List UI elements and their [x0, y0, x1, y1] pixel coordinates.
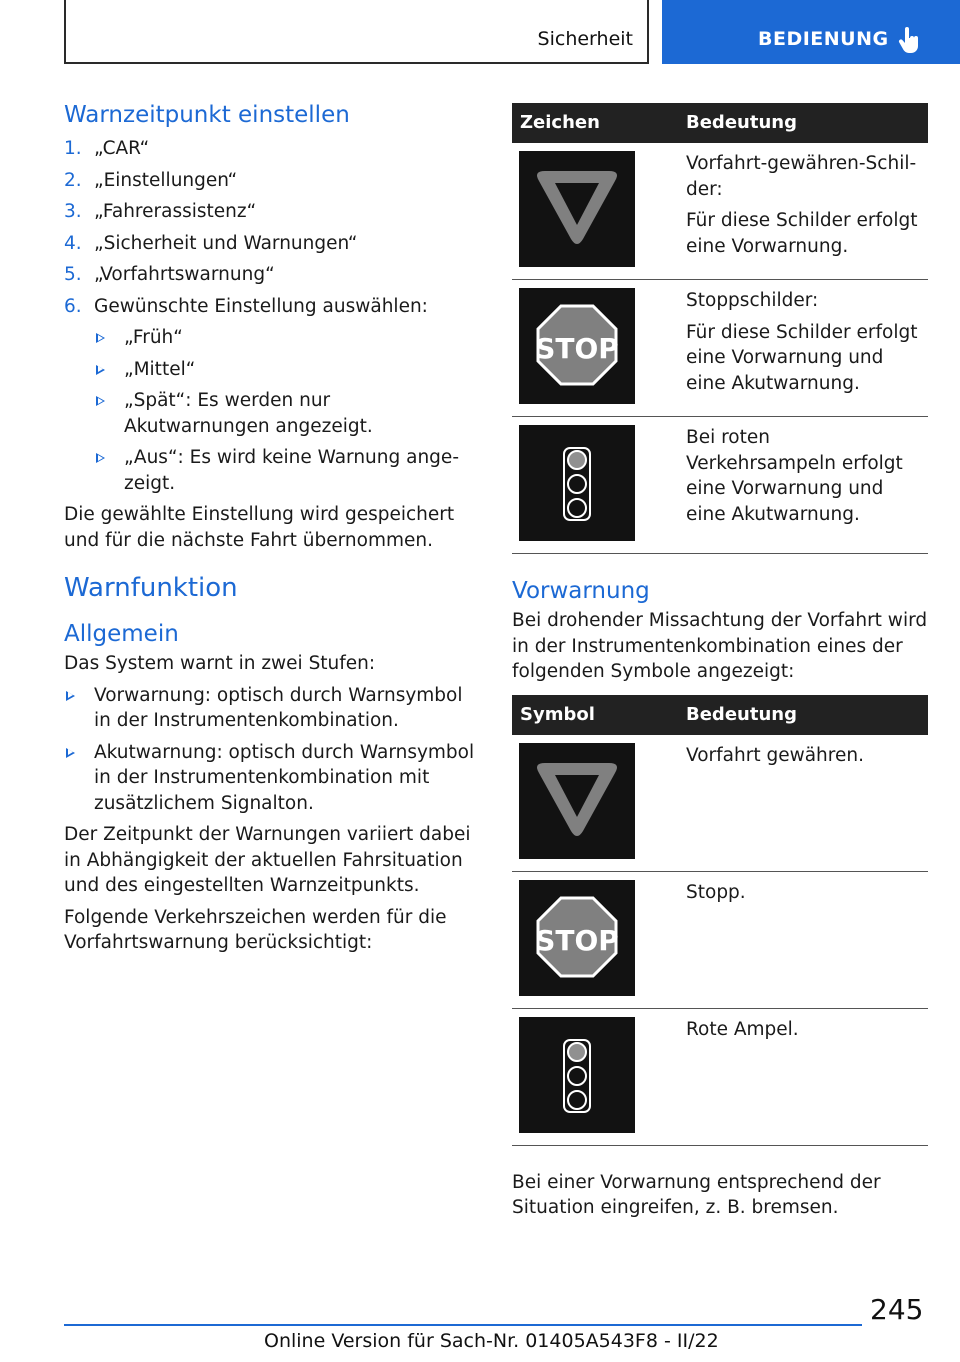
svg-text:STOP: STOP	[535, 332, 619, 365]
setting-options-list	[94, 325, 480, 496]
yield-sign-icon	[519, 743, 635, 859]
header-chapter-title: BEDIENUNG	[758, 28, 889, 50]
list-item: 1. „CAR“	[64, 138, 150, 159]
warning-stages-list	[64, 683, 480, 817]
paragraph-timing: Der Zeitpunkt der Warnungen variiert dabei in Abhängigkeit der aktuellen Fahrsituation und des eingestellten Warnzeitpunkts.	[64, 824, 471, 896]
header-chapter-tab	[662, 0, 960, 64]
triangle-bullet-icon	[66, 691, 75, 701]
stop-sign-icon	[519, 288, 635, 404]
right-column	[512, 103, 928, 1227]
settings-steps-list	[64, 136, 480, 496]
triangle-bullet-icon	[96, 365, 105, 375]
heading-warnfunktion: Warnfunktion	[64, 573, 238, 603]
table-row: Vorfahrt gewähren.	[512, 735, 928, 872]
table-header-bedeutung: Bedeutung	[678, 103, 928, 143]
list-item: Akutwarnung: optisch durch Warnsymbol in der Instrumentenkombination mit zusätzlichem Signalton.	[64, 740, 480, 817]
list-item: 4. „Sicherheit und Warnungen“	[64, 232, 358, 254]
triangle-bullet-icon	[66, 748, 75, 758]
list-item: 5. „Vorfahrtswarnung“	[64, 264, 275, 285]
list-item: 2. „Einstellungen“	[64, 169, 238, 191]
hand-pointer-icon	[898, 26, 922, 54]
heading-vorwarnung: Vorwarnung	[512, 578, 650, 604]
list-item: Vorwarnung: optisch durch Warnsymbol in der Instrumentenkombination.	[64, 683, 480, 734]
table-row: STOP Stoppschilder: Für diese Schilder erfolgt eine Vorwarnung und eine Akutwarnung.	[512, 280, 928, 417]
triangle-bullet-icon	[96, 333, 105, 343]
footer-divider	[64, 1324, 862, 1326]
table-header-zeichen: Zeichen	[512, 103, 678, 143]
list-item: „Mittel“	[94, 357, 480, 383]
header-section-box	[64, 0, 649, 64]
heading-warnzeitpunkt: Warnzeitpunkt einstellen	[64, 102, 350, 128]
paragraph-saved-setting: Die gewählte Einstellung wird gespeichert und für die nächste Fahrt übernommen.	[64, 504, 455, 551]
table-row: Vorfahrt-gewähren-Schilder: Für diese Schilder erfolgt eine Vorwarnung.	[512, 143, 928, 280]
table-row: STOP Stopp.	[512, 871, 928, 1008]
list-item: „Aus“: Es wird keine Warnung angezeigt.	[94, 445, 480, 496]
traffic-light-icon	[519, 425, 635, 541]
paragraph-intervene: Bei einer Vorwarnung entsprechend der Situation eingreifen, z. B. bremsen.	[512, 1171, 881, 1218]
paragraph-signs-considered: Folgende Verkehrszeichen werden für die Vorfahrtswarnung berücksichtigt:	[64, 906, 447, 953]
left-column	[64, 100, 480, 962]
table-header-symbol: Symbol	[512, 695, 678, 735]
symbols-table	[512, 695, 928, 1146]
header-section-title: Sicherheit	[537, 28, 633, 50]
table-header-bedeutung: Bedeutung	[678, 695, 928, 735]
svg-text:STOP: STOP	[535, 923, 619, 957]
stop-sign-icon	[519, 880, 635, 996]
triangle-bullet-icon	[96, 396, 105, 406]
table-row: Bei roten Verkehrsampeln erfolgt eine Vorwarnung und eine Akutwarnung.	[512, 417, 928, 554]
triangle-bullet-icon	[96, 453, 105, 463]
heading-allgemein: Allgemein	[64, 621, 179, 647]
footer-online-version: Online Version für Sach-Nr. 01405A543F8 - II/22	[264, 1330, 719, 1352]
paragraph-symbols-shown: Bei drohender Missachtung der Vorfahrt wird in der Instrumentenkombination eines der folgenden Symbole angezeigt:	[512, 610, 928, 682]
list-item: „Früh“	[94, 325, 480, 351]
yield-sign-icon	[519, 151, 635, 267]
list-item: 6. Gewünschte Einstellung auswählen: „Früh“ „Mittel“ „Spät“: Es werden nur Akutwarnungen angezeigt. „Aus“: Es wird keine Warnung angezeigt.	[64, 294, 480, 497]
list-item: „Spät“: Es werden nur Akutwarnungen angezeigt.	[94, 388, 480, 439]
table-row: Rote Ampel.	[512, 1008, 928, 1145]
paragraph-two-stages: Das System warnt in zwei Stufen:	[64, 653, 376, 674]
list-item: 3. „Fahrerassistenz“	[64, 201, 257, 222]
traffic-light-icon	[519, 1017, 635, 1133]
signs-table	[512, 103, 928, 554]
page-number: 245	[870, 1293, 924, 1326]
